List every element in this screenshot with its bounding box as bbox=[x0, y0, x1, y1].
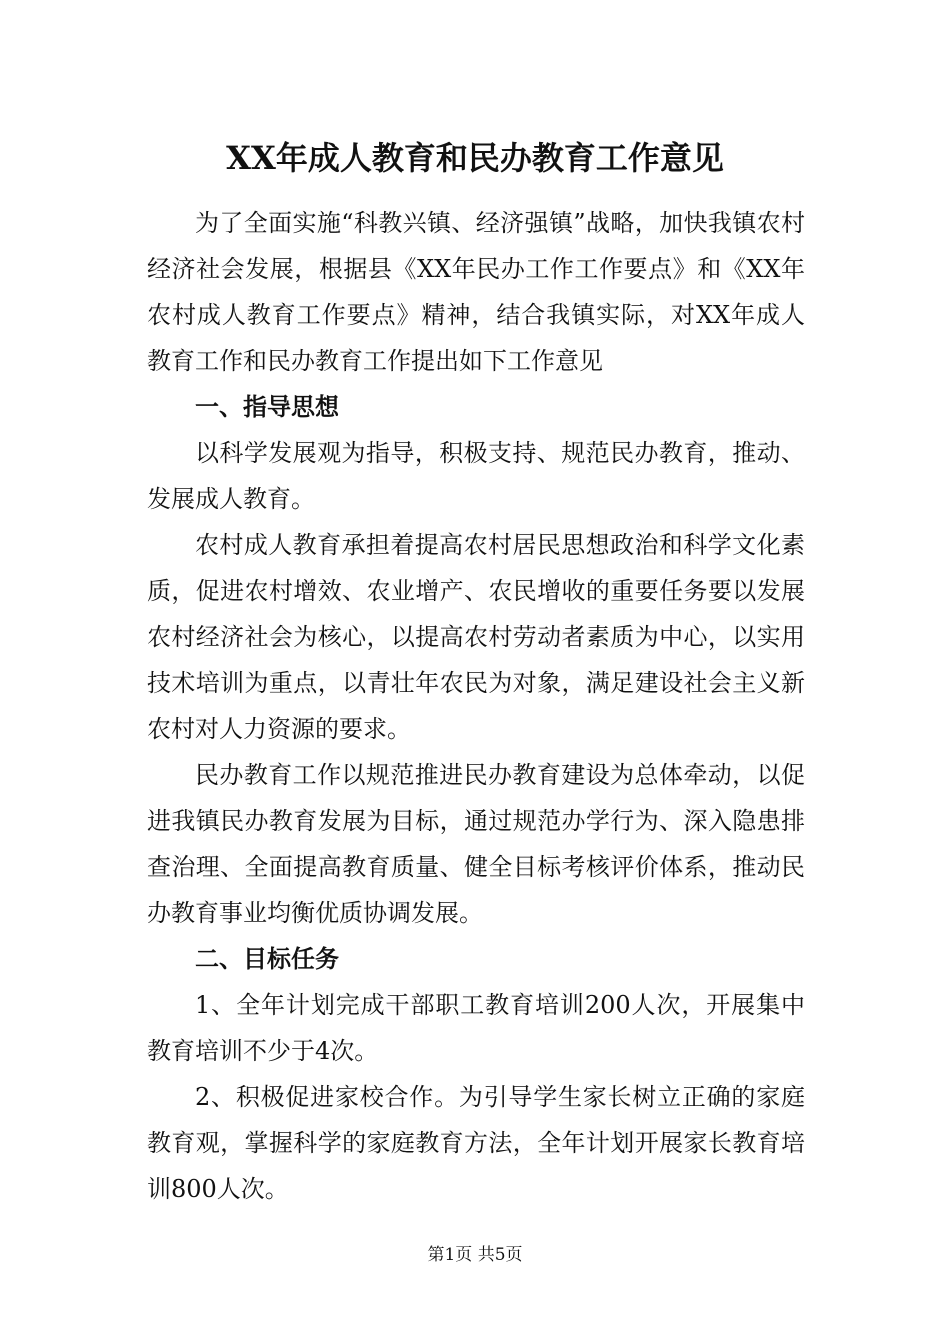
section-heading-goals-tasks: 二、目标任务 bbox=[195, 945, 339, 973]
section-heading-guiding-ideology: 一、指导思想 bbox=[195, 393, 339, 421]
page-number: 第1页 共5页 bbox=[427, 1245, 523, 1265]
body-paragraph: 农村成人教育承担着提高农村居民思想政治和科学文化素质，促进农村增效、农业增产、农民增收的重要任务要以发展农村经济社会为核心，以提高农村劳动者素质为中心，以实用技术培训为重点，以青壮年农民为对象，满足建设社会主义新农村对人力资源的要求。 bbox=[147, 531, 805, 743]
document-title: XX年成人教育和民办教育工作意见 bbox=[226, 139, 724, 177]
body-paragraph: 民办教育工作以规范推进民办教育建设为总体牵动，以促进我镇民办教育发展为目标，通过规范办学行为、深入隐患排查治理、全面提高教育质量、健全目标考核评价体系，推动民办教育事业均衡优质协调发展。 bbox=[147, 761, 805, 927]
body-paragraph: 以科学发展观为指导，积极支持、规范民办教育，推动、发展成人教育。 bbox=[147, 439, 805, 513]
document-body bbox=[147, 200, 805, 1212]
body-paragraph: 1、全年计划完成干部职工教育培训200人次，开展集中教育培训不少于4次。 bbox=[147, 991, 805, 1065]
body-paragraph: 2、积极促进家校合作。为引导学生家长树立正确的家庭教育观，掌握科学的家庭教育方法，全年计划开展家长教育培训800人次。 bbox=[147, 1083, 805, 1203]
intro-paragraph: 为了全面实施“科教兴镇、经济强镇”战略，加快我镇农村经济社会发展，根据县《XX年民办工作工作要点》和《XX年农村成人教育工作要点》精神，结合我镇实际，对XX年成人教育工作和民办教育工作提出如下工作意见 bbox=[147, 209, 805, 375]
